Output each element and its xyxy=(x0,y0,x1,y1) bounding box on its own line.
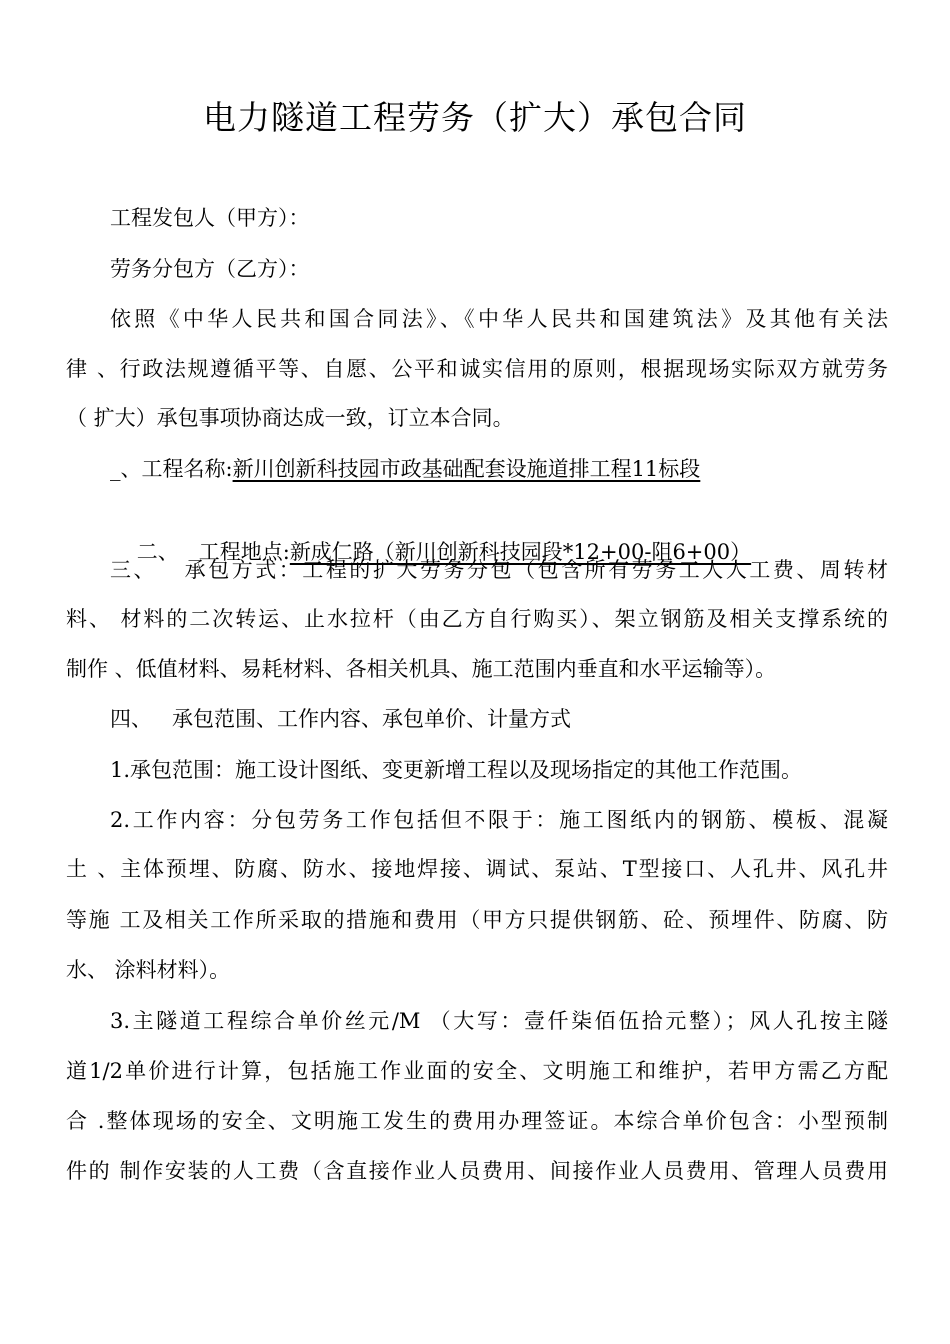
sub3-line-1: 3.主隧道工程综合单价丝元/M （大写：壹仟柒佰伍拾元整）；风人孔按主隧 xyxy=(110,1009,888,1033)
party-a-line: 工程发包人（甲方）： xyxy=(110,206,310,230)
item4-heading: 四、 承包范围、工作内容、承包单价、计量方式 xyxy=(110,707,572,731)
item2-label: 二、 工程地点: xyxy=(136,540,290,564)
item1-project-name xyxy=(110,453,700,485)
sub2-line-2: 土 、主体预埋、防腐、防水、接地焊接、调试、泵站、T型接口、人孔井、风孔井 xyxy=(66,857,888,881)
sub2-line-3: 等施 工及相关工作所采取的措施和费用（甲方只提供钢筋、砼、预埋件、防腐、防 xyxy=(66,908,888,932)
item3-line-1: 三、 承包方式：工程的扩大劳务分包（包含所有劳务工人人工费、周转材 xyxy=(110,558,888,582)
item1-value: 新川创新科技园市政基础配套设施道排工程11标段 xyxy=(232,457,701,481)
item3-line-2: 料、 材料的二次转运、止水拉杆（由乙方自行购买）、架立钢筋及相关支撑系统的 xyxy=(66,607,888,631)
item3-line-3: 制作 、低值材料、易耗材料、各相关机具、施工范围内垂直和水平运输等）。 xyxy=(66,657,777,681)
preamble-line-2: 律 、行政法规遵循平等、自愿、公平和诚实信用的原则，根据现场实际双方就劳务 xyxy=(66,357,888,381)
sub3-line-2: 道1/2单价进行计算，包括施工作业面的安全、文明施工和维护，若甲方需乙方配 xyxy=(66,1059,888,1083)
preamble-line-3: （ 扩大）承包事项协商达成一致，订立本合同。 xyxy=(66,406,514,430)
item2-value: 新成仁路（新川创新科技园段*12+00-阻6+00） xyxy=(289,540,752,564)
item1-label: _、工程名称: xyxy=(110,457,233,481)
party-b-line: 劳务分包方（乙方）： xyxy=(110,257,310,281)
document-title: 电力隧道工程劳务（扩大）承包合同 xyxy=(203,98,747,137)
preamble-line-1: 依照《中华人民共和国合同法》、《中华人民共和国建筑法》及其他有关法 xyxy=(110,307,888,331)
sub1-line: 1.承包范围：施工设计图纸、变更新增工程以及现场指定的其他工作范围。 xyxy=(110,758,803,782)
sub3-line-4: 件的 制作安装的人工费（含直接作业人员费用、间接作业人员费用、管理人员费用 xyxy=(66,1159,888,1183)
sub2-line-1: 2.工作内容：分包劳务工作包括但不限于：施工图纸内的钢筋、模板、混凝 xyxy=(110,808,888,832)
sub3-line-3: 合 .整体现场的安全、文明施工发生的费用办理签证。本综合单价包含：小型预制 xyxy=(66,1109,888,1133)
sub2-line-4: 水、 涂料材料）。 xyxy=(66,958,231,982)
